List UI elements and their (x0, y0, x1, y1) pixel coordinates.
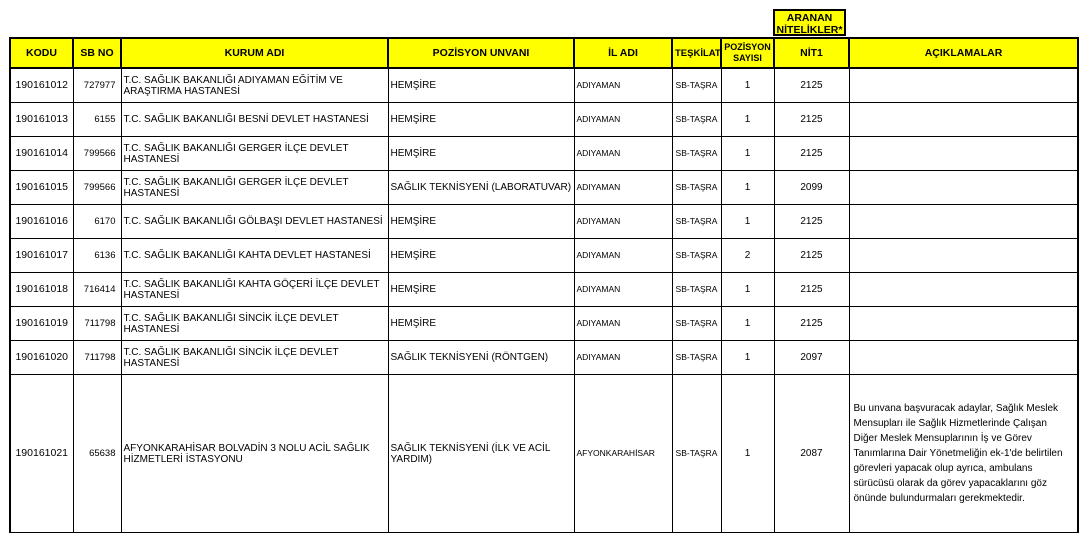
cell-pozisyon-sayisi: 1 (721, 205, 774, 239)
cell-kodu: 190161016 (10, 205, 73, 239)
cell-pozisyon-sayisi: 1 (721, 273, 774, 307)
col-header-nit1: NİT1 (774, 38, 849, 68)
table-row (10, 375, 1078, 533)
table-row (10, 137, 1078, 171)
cell-kodu: 190161013 (10, 103, 73, 137)
col-header-il-adi: İL ADI (574, 38, 672, 68)
cell-kodu: 190161019 (10, 307, 73, 341)
cell-pozisyon-unvani: HEMŞİRE (388, 137, 574, 171)
col-header-kurum-adi: KURUM ADI (121, 38, 388, 68)
col-header-aciklamalar: AÇIKLAMALAR (849, 38, 1078, 68)
cell-il-adi: ADIYAMAN (574, 307, 672, 341)
positions-table (9, 37, 1079, 533)
cell-nit1: 2125 (774, 307, 849, 341)
cell-il-adi: ADIYAMAN (574, 273, 672, 307)
cell-kodu: 190161018 (10, 273, 73, 307)
cell-kurum-adi: T.C. SAĞLIK BAKANLIĞI KAHTA GÖÇERİ İLÇE DEVLET HASTANESİ (121, 273, 388, 307)
cell-nit1: 2125 (774, 137, 849, 171)
table-row (10, 171, 1078, 205)
table-row (10, 239, 1078, 273)
cell-aciklama (849, 239, 1078, 273)
cell-teskilat: SB-TAŞRA (672, 205, 721, 239)
table-row (10, 103, 1078, 137)
cell-sb-no: 711798 (73, 307, 121, 341)
cell-sb-no: 716414 (73, 273, 121, 307)
cell-kurum-adi: T.C. SAĞLIK BAKANLIĞI GERGER İLÇE DEVLET HASTANESİ (121, 171, 388, 205)
table-row (10, 307, 1078, 341)
cell-sb-no: 727977 (73, 68, 121, 103)
cell-pozisyon-unvani: HEMŞİRE (388, 273, 574, 307)
cell-pozisyon-unvani: HEMŞİRE (388, 103, 574, 137)
cell-il-adi: ADIYAMAN (574, 239, 672, 273)
cell-kodu: 190161014 (10, 137, 73, 171)
cell-sb-no: 799566 (73, 171, 121, 205)
cell-il-adi: ADIYAMAN (574, 171, 672, 205)
cell-nit1: 2097 (774, 341, 849, 375)
cell-teskilat: SB-TAŞRA (672, 239, 721, 273)
cell-teskilat: SB-TAŞRA (672, 341, 721, 375)
cell-kurum-adi: T.C. SAĞLIK BAKANLIĞI KAHTA DEVLET HASTANESİ (121, 239, 388, 273)
cell-kurum-adi: T.C. SAĞLIK BAKANLIĞI SİNCİK İLÇE DEVLET HASTANESİ (121, 307, 388, 341)
cell-kurum-adi: T.C. SAĞLIK BAKANLIĞI ADIYAMAN EĞİTİM VE ARAŞTIRMA HASTANESİ (121, 68, 388, 103)
cell-kurum-adi: T.C. SAĞLIK BAKANLIĞI GÖLBAŞI DEVLET HASTANESİ (121, 205, 388, 239)
col-header-sb-no: SB NO (73, 38, 121, 68)
cell-aciklama (849, 341, 1078, 375)
cell-il-adi: ADIYAMAN (574, 205, 672, 239)
cell-pozisyon-unvani: SAĞLIK TEKNİSYENİ (RÖNTGEN) (388, 341, 574, 375)
cell-pozisyon-sayisi: 1 (721, 137, 774, 171)
cell-teskilat: SB-TAŞRA (672, 171, 721, 205)
col-header-teskilat: TEŞKİLAT (672, 38, 721, 68)
cell-teskilat: SB-TAŞRA (672, 273, 721, 307)
cell-kurum-adi: T.C. SAĞLIK BAKANLIĞI BESNİ DEVLET HASTANESİ (121, 103, 388, 137)
cell-nit1: 2125 (774, 239, 849, 273)
cell-nit1: 2099 (774, 171, 849, 205)
cell-aciklama (849, 68, 1078, 103)
aranan-nitelikler-header: ARANAN NİTELİKLER* (773, 9, 846, 36)
cell-nit1: 2125 (774, 68, 849, 103)
cell-aciklama (849, 205, 1078, 239)
cell-il-adi: ADIYAMAN (574, 341, 672, 375)
cell-sb-no: 6136 (73, 239, 121, 273)
cell-sb-no: 711798 (73, 341, 121, 375)
cell-il-adi: ADIYAMAN (574, 68, 672, 103)
cell-aciklama (849, 171, 1078, 205)
cell-kodu: 190161015 (10, 171, 73, 205)
cell-pozisyon-unvani: HEMŞİRE (388, 307, 574, 341)
cell-kodu: 190161020 (10, 341, 73, 375)
cell-pozisyon-unvani: HEMŞİRE (388, 205, 574, 239)
cell-teskilat: SB-TAŞRA (672, 375, 721, 533)
cell-il-adi: ADIYAMAN (574, 103, 672, 137)
cell-pozisyon-sayisi: 1 (721, 341, 774, 375)
cell-pozisyon-sayisi: 1 (721, 68, 774, 103)
cell-sb-no: 6155 (73, 103, 121, 137)
cell-pozisyon-sayisi: 1 (721, 375, 774, 533)
cell-pozisyon-unvani: HEMŞİRE (388, 239, 574, 273)
cell-pozisyon-unvani: SAĞLIK TEKNİSYENİ (İLK VE ACİL YARDIM) (388, 375, 574, 533)
cell-kurum-adi: T.C. SAĞLIK BAKANLIĞI SİNCİK İLÇE DEVLET HASTANESİ (121, 341, 388, 375)
cell-kodu: 190161012 (10, 68, 73, 103)
cell-sb-no: 6170 (73, 205, 121, 239)
col-header-kodu: KODU (10, 38, 73, 68)
cell-sb-no: 65638 (73, 375, 121, 533)
cell-nit1: 2125 (774, 273, 849, 307)
table-row (10, 341, 1078, 375)
cell-teskilat: SB-TAŞRA (672, 307, 721, 341)
cell-aciklama (849, 273, 1078, 307)
cell-kurum-adi: AFYONKARAHİSAR BOLVADİN 3 NOLU ACİL SAĞLIK HİZMETLERİ İSTASYONU (121, 375, 388, 533)
cell-il-adi: ADIYAMAN (574, 137, 672, 171)
cell-teskilat: SB-TAŞRA (672, 137, 721, 171)
col-header-pozisyon-unvani: POZİSYON UNVANI (388, 38, 574, 68)
cell-kurum-adi: T.C. SAĞLIK BAKANLIĞI GERGER İLÇE DEVLET HASTANESİ (121, 137, 388, 171)
table-row (10, 273, 1078, 307)
cell-teskilat: SB-TAŞRA (672, 68, 721, 103)
table-row (10, 205, 1078, 239)
cell-aciklama (849, 137, 1078, 171)
col-header-pozisyon-sayisi: POZİSYON SAYISI (721, 38, 774, 68)
cell-pozisyon-unvani: HEMŞİRE (388, 68, 574, 103)
cell-pozisyon-sayisi: 1 (721, 103, 774, 137)
cell-teskilat: SB-TAŞRA (672, 103, 721, 137)
cell-nit1: 2087 (774, 375, 849, 533)
cell-kodu: 190161017 (10, 239, 73, 273)
cell-sb-no: 799566 (73, 137, 121, 171)
cell-nit1: 2125 (774, 103, 849, 137)
cell-pozisyon-unvani: SAĞLIK TEKNİSYENİ (LABORATUVAR) (388, 171, 574, 205)
cell-aciklama (849, 103, 1078, 137)
cell-nit1: 2125 (774, 205, 849, 239)
cell-pozisyon-sayisi: 1 (721, 171, 774, 205)
cell-il-adi: AFYONKARAHİSAR (574, 375, 672, 533)
cell-aciklama: Bu unvana başvuracak adaylar, Sağlık Meslek Mensupları ile Sağlık Hizmetlerinde Çalışan Diğer Meslek Mensuplarının İş ve Görev Tanımlarına Dair Yönetmeliğin ek-1'de belirtilen görevleri yapacak olup ayrıca, ambulans sürücüsü olarak da görev yapacaklarını göz önünde bulundurmaları gerekmektedir. (849, 375, 1078, 533)
table-header-row (10, 38, 1078, 68)
cell-pozisyon-sayisi: 2 (721, 239, 774, 273)
table-row (10, 68, 1078, 103)
cell-aciklama (849, 307, 1078, 341)
cell-pozisyon-sayisi: 1 (721, 307, 774, 341)
cell-kodu: 190161021 (10, 375, 73, 533)
